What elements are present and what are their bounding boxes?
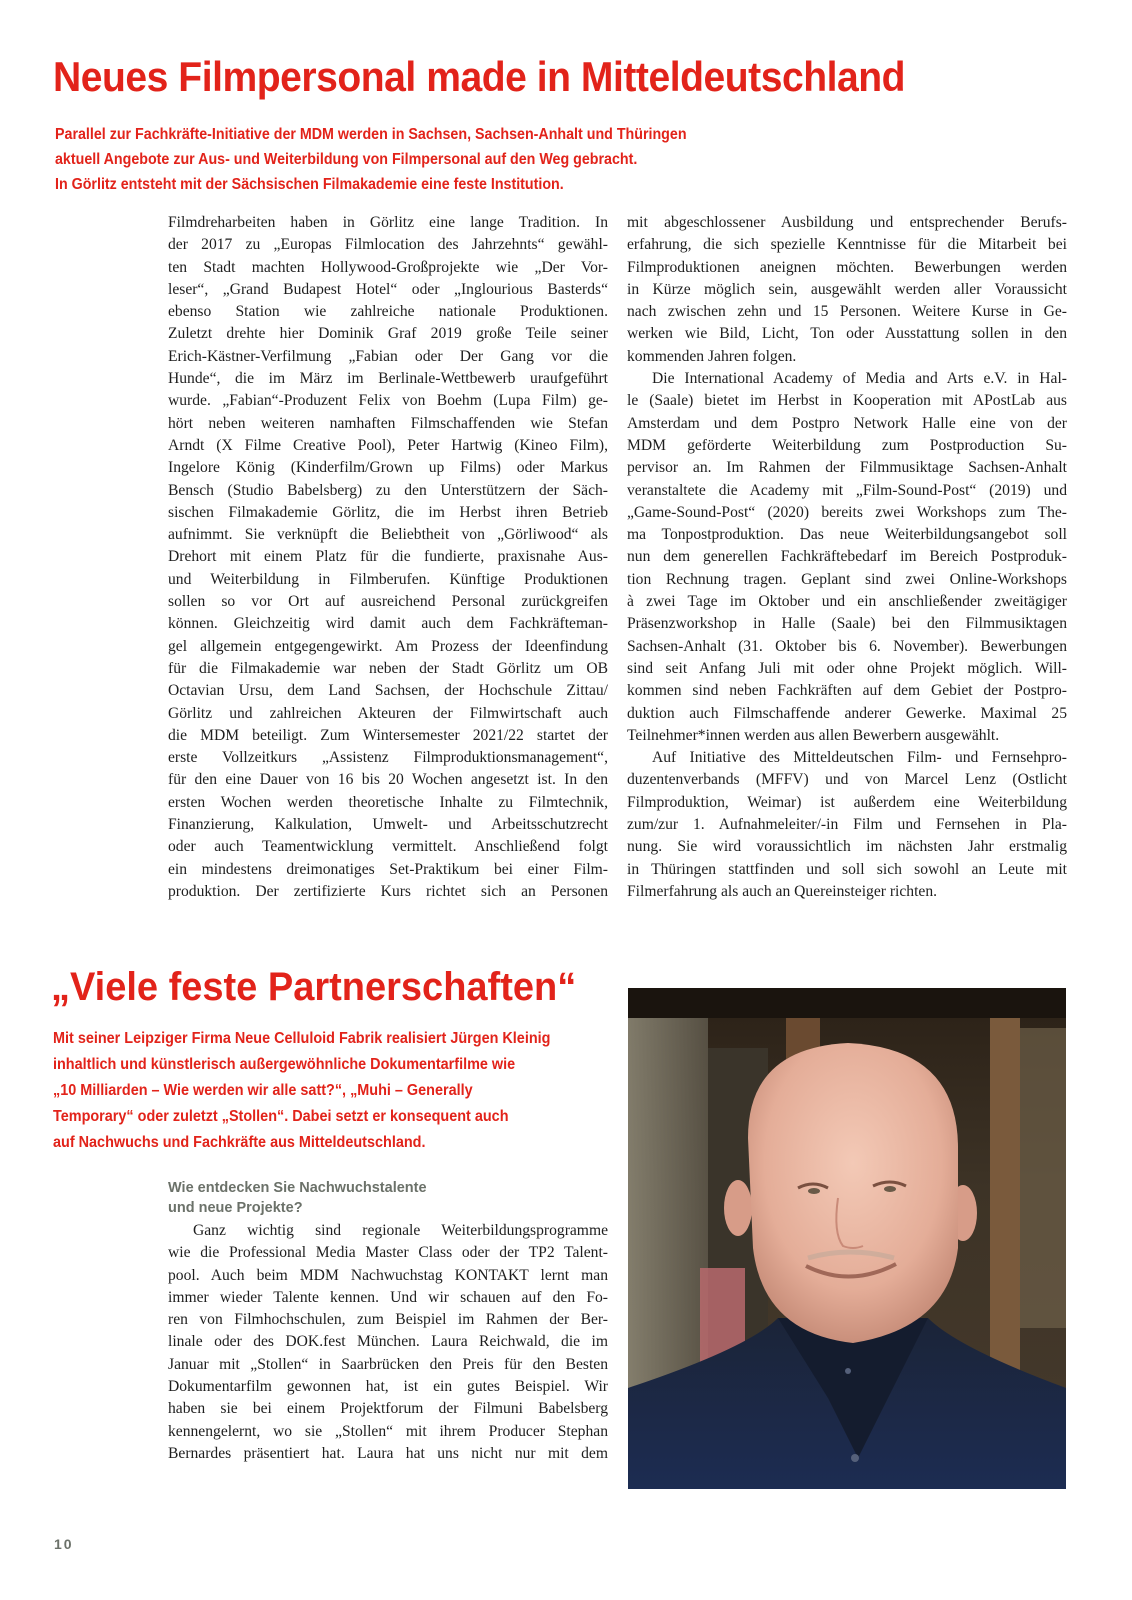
portrait-image xyxy=(628,988,1066,1489)
article-title: Neues Filmpersonal made in Mitteldeutschland xyxy=(53,53,906,100)
text-line: Die International Academy of Media and Arts e.V. in Hal- xyxy=(652,370,1067,388)
text-line: duktion auch Filmschaffende anderer Gewerke. Maximal 25 xyxy=(627,704,1067,722)
lead-line: Mit seiner Leipziger Firma Neue Celluloid Fabrik realisiert Jürgen Kleinig xyxy=(53,1030,551,1047)
text-line: wie die Professional Media Master Class oder der TP2 Talent- xyxy=(168,1244,608,1262)
interview-answer xyxy=(168,1220,608,1465)
text-line: oder auch Teamentwicklung vermittelt. Anschließend folgt xyxy=(168,838,608,856)
text-line: Bensch (Studio Babelsberg) zu den Unterstützern der Säch- xyxy=(168,481,608,499)
text-line: kommenden Jahren folgen. xyxy=(627,347,797,365)
text-line: kommen sind neben Fachkräften auf dem Gebiet der Postpro- xyxy=(627,682,1067,700)
text-line: und Weiterbildung in Filmberufen. Künftige Produktionen xyxy=(168,570,608,588)
text-line: ebenso Station wie zahlreiche nationale Produktionen. xyxy=(168,303,608,321)
question-line: Wie entdecken Sie Nachwuchstalente xyxy=(168,1180,427,1196)
text-line: nun dem generellen Fachkräftebedarf im Bereich Postproduk- xyxy=(627,548,1067,566)
text-line: können. Gleichzeitig wird damit auch dem Fachkräfteman- xyxy=(168,615,608,633)
text-line: pool. Auch beim MDM Nachwuchstag KONTAKT lernt man xyxy=(168,1266,608,1284)
text-line: aufnimmt. Sie verknüpft die Beliebtheit von „Görliwood“ als xyxy=(168,526,608,544)
text-line: erfahrung, die sich spezielle Kenntnisse für die Mitarbeit bei xyxy=(627,236,1067,254)
text-line: für den eine Dauer von 16 bis 20 Wochen angesetzt ist. In den xyxy=(168,771,608,789)
text-line: veranstaltete die Academy mit „Film-Sound-Post“ (2019) und xyxy=(627,481,1067,499)
text-line: Bernardes präsentiert hat. Laura hat uns nicht nur mit dem xyxy=(168,1444,608,1462)
text-line: gel allgemein entgegengewirkt. Am Prozess der Ideenfindung xyxy=(168,637,608,655)
text-line: tion Rechnung tragen. Geplant sind zwei Online-Workshops xyxy=(627,570,1067,588)
text-line: Teilnehmer*innen werden aus allen Bewerbern ausgewählt. xyxy=(627,726,1000,744)
article-column-2 xyxy=(627,212,1067,903)
text-line: leser“, „Grand Budapest Hotel“ oder „Inglourious Basterds“ xyxy=(168,280,608,298)
lead-line: inhaltlich und künstlerisch außergewöhnliche Dokumentarfilme wie xyxy=(53,1056,516,1073)
lead-line: „10 Milliarden – Wie werden wir alle satt?“, „Muhi – Generally xyxy=(53,1082,473,1099)
article-lead xyxy=(55,122,717,197)
text-line: ten Stadt machten Hollywood-Großprojekte wie „Der Vor- xyxy=(168,258,608,276)
text-line: Ganz wichtig sind regionale Weiterbildungsprogramme xyxy=(193,1222,608,1239)
lead-line: Parallel zur Fachkräfte-Initiative der MDM werden in Sachsen, Sachsen-Anhalt und Thüringen xyxy=(55,126,687,143)
text-line: zum/zur 1. Aufnahmeleiter/-in Film und Fernsehen in Pla- xyxy=(627,816,1067,834)
text-line: Dokumentarfilm gewonnen hat, ist ein gutes Beispiel. Wir xyxy=(168,1378,608,1396)
text-line: linale oder des DOK.fest München. Laura Reichwald, die im xyxy=(168,1333,608,1351)
text-line: Ingelore König (Kinderfilm/Grown up Films) oder Markus xyxy=(168,459,608,477)
text-line: in Thüringen stattfinden und soll sich sowohl an Leute mit xyxy=(627,860,1067,878)
text-line: pervisor an. Im Rahmen der Filmmusiktage Sachsen-Anhalt xyxy=(627,459,1067,477)
text-line: Sachsen-Anhalt (31. Oktober bis 6. November). Bewerbungen xyxy=(627,637,1067,655)
text-line: erste Vollzeitkurs „Assistenz Filmproduktionsmanagement“, xyxy=(168,749,608,767)
text-line: die MDM beteiligt. Zum Wintersemester 2021/22 startet der xyxy=(168,726,608,744)
text-line: haben sie bei einem Projektforum der Filmuni Babelsberg xyxy=(168,1400,608,1418)
portrait-photo xyxy=(628,988,1066,1489)
text-line: Hunde“, die im März im Berlinale-Wettbewerb uraufgeführt xyxy=(168,370,608,388)
text-line: MDM geförderte Weiterbildung zum Postproduction Su- xyxy=(627,436,1067,454)
interview-lead xyxy=(53,1026,574,1156)
text-line: Drehort mit einem Platz für die fundierte, praxisnahe Aus- xyxy=(168,548,608,566)
lead-line: In Görlitz entsteht mit der Sächsischen Filmakademie eine feste Institution. xyxy=(55,176,564,193)
text-line: für die Filmakademie war neben der Stadt Görlitz um OB xyxy=(168,659,608,677)
text-line: Filmproduktion, Weimar) ist außerdem eine Weiterbildung xyxy=(627,793,1067,811)
text-line: mit abgeschlossener Ausbildung und entsprechender Berufs- xyxy=(627,214,1067,231)
text-line: Januar mit „Stollen“ in Saarbrücken den Preis für den Besten xyxy=(168,1355,608,1373)
text-line: kennengelernt, wo sie „Stollen“ mit ihrem Producer Stephan xyxy=(168,1422,608,1440)
text-line: der 2017 zu „Europas Filmlocation des Jahrzehnts“ gewähl- xyxy=(168,236,608,254)
text-line: in Kürze möglich sein, ausgewählt werden aller Voraussicht xyxy=(627,280,1067,298)
text-line: hört neben weiteren namhaften Filmschaffenden wie Stefan xyxy=(168,414,608,432)
text-line: à zwei Tage im Oktober und ein anschließender zweitägiger xyxy=(627,593,1067,611)
text-line: Arndt (X Filme Creative Pool), Peter Hartwig (Kineo Film), xyxy=(168,436,608,454)
text-line: ersten Wochen werden theoretische Inhalte zu Filmtechnik, xyxy=(168,793,608,811)
text-line: ren von Filmhochschulen, zum Beispiel im Rahmen der Ber- xyxy=(168,1311,608,1329)
text-line: le (Saale) bietet im Herbst in Kooperation mit APostLab aus xyxy=(627,392,1067,410)
text-line: Octavian Ursu, dem Land Sachsen, der Hochschule Zittau/ xyxy=(168,682,608,700)
text-line: Filmerfahrung als auch an Quereinsteiger richten. xyxy=(627,882,938,900)
lead-line: Temporary“ oder zuletzt „Stollen“. Dabei setzt er konsequent auch xyxy=(53,1108,509,1125)
text-line: Zuletzt drehte hier Dominik Graf 2019 große Teile seiner xyxy=(168,325,608,343)
interview-question xyxy=(168,1178,608,1218)
text-line: wurde. „Fabian“-Produzent Felix von Boehm (Lupa Film) ge- xyxy=(168,392,608,410)
text-line: sind seit Anfang Juli mit oder ohne Projekt möglich. Will- xyxy=(627,659,1067,677)
page-number: 10 xyxy=(54,1536,74,1552)
text-line: ein mindestens dreimonatiges Set-Praktikum bei einer Film- xyxy=(168,860,608,878)
article-column-1 xyxy=(168,212,608,903)
text-line: nung. Sie wird voraussichtlich im nächsten Jahr erstmalig xyxy=(627,838,1067,856)
text-line: produktion. Der zertifizierte Kurs richtet sich an Personen xyxy=(168,882,608,900)
lead-line: auf Nachwuchs und Fachkräfte aus Mitteldeutschland. xyxy=(53,1134,426,1151)
text-line: sischen Filmakademie Görlitz, die im Herbst ihren Betrieb xyxy=(168,503,608,521)
text-line: sollen so vor Ort auf ausreichend Personal zurückgreifen xyxy=(168,593,608,611)
text-line: Amsterdam und dem Postpro Network Halle eine von der xyxy=(627,414,1067,432)
text-line: Auf Initiative des Mitteldeutschen Film- und Fernsehpro- xyxy=(652,749,1067,767)
text-line: Präsenzworkshop in Halle (Saale) bei den Filmmusiktagen xyxy=(627,615,1067,633)
text-line: ma Tonpostproduktion. Das neue Weiterbildungsangebot soll xyxy=(627,526,1067,544)
text-line: Filmproduktionen aneignen möchten. Bewerbungen werden xyxy=(627,258,1067,276)
text-line: duzentenverbands (MFFV) und von Marcel Lenz (Ostlicht xyxy=(627,771,1067,789)
text-line: Filmdreharbeiten haben in Görlitz eine lange Tradition. In xyxy=(168,214,608,231)
text-line: Erich-Kästner-Verfilmung „Fabian oder Der Gang vor die xyxy=(168,347,608,365)
interview-title: „Viele feste Partnerschaften“ xyxy=(51,965,577,1009)
question-line: und neue Projekte? xyxy=(168,1200,303,1216)
lead-line: aktuell Angebote zur Aus- und Weiterbildung von Filmpersonal auf den Weg gebracht. xyxy=(55,151,638,168)
text-line: immer wieder Talente kennen. Und wir schauen auf den Fo- xyxy=(168,1288,608,1306)
text-line: Görlitz und zahlreichen Akteuren der Filmwirtschaft auch xyxy=(168,704,608,722)
text-line: „Game-Sound-Post“ (2020) bereits zwei Workshops zum The- xyxy=(627,503,1067,521)
text-line: Finanzierung, Kalkulation, Umwelt- und Arbeitsschutzrecht xyxy=(168,816,608,834)
text-line: werken wie Bild, Licht, Ton oder Ausstattung sollen in den xyxy=(627,325,1067,343)
text-line: nach zwischen zehn und 15 Personen. Weitere Kurse in Ge- xyxy=(627,303,1067,321)
